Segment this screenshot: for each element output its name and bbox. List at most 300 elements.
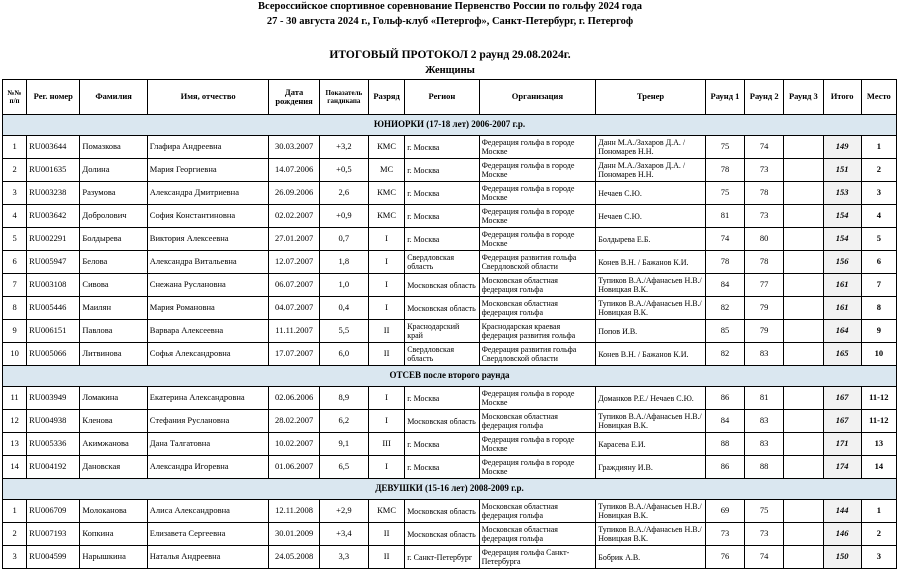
cell-reg: RU007193 [27,523,80,546]
col-header-reg: Рег. номер [27,80,80,115]
cell-total: 144 [823,500,861,523]
cell-place: 8 [861,297,896,320]
table-row [3,410,897,433]
cell-surname: Сивова [80,274,147,297]
col-header-coach: Тренер [596,80,706,115]
section-header-row [3,479,897,500]
cell-coach: Данн М.А./Захаров Д.А. /Пономарев Н.Н. [596,159,706,182]
cell-num: 11 [3,387,27,410]
cell-place: 1 [861,500,896,523]
cell-r2: 73 [745,159,784,182]
cell-total: 154 [823,205,861,228]
cell-place: 4 [861,205,896,228]
cell-org: Федерация гольфа в городе Москве [479,456,596,479]
cell-name: Алиса Александровна [147,500,269,523]
cell-region: Московская область [405,500,479,523]
cell-org: Московская областная федерация гольфа [479,410,596,433]
cell-org: Краснодарская краевая федерация развития гольфа [479,320,596,343]
cell-r3 [784,387,823,410]
cell-region: г. Москва [405,136,479,159]
cell-name: Александра Дмитриевна [147,182,269,205]
cell-hcp: 3,3 [319,546,368,569]
cell-dob: 17.07.2007 [269,343,319,366]
cell-place: 2 [861,523,896,546]
cell-rank: II [369,546,405,569]
cell-num: 4 [3,205,27,228]
cell-place: 6 [861,251,896,274]
cell-r2: 73 [745,205,784,228]
cell-reg: RU006151 [27,320,80,343]
cell-coach: Болдырева Е.Б. [596,228,706,251]
cell-reg: RU004938 [27,410,80,433]
col-header-total: Итого [823,80,861,115]
cell-surname: Копкина [80,523,147,546]
cell-hcp: 1,0 [319,274,368,297]
cell-name: Дана Талгатовна [147,433,269,456]
cell-place: 3 [861,182,896,205]
table-row [3,343,897,366]
protocol-title: ИТОГОВЫЙ ПРОТОКОЛ 2 раунд 29.08.2024г. [329,49,571,61]
cell-r1: 74 [705,228,744,251]
cell-rank: II [369,343,405,366]
cell-num: 5 [3,228,27,251]
section-title: ОТСЕВ после второго раунда [3,366,897,387]
cell-num: 9 [3,320,27,343]
cell-total: 149 [823,136,861,159]
cell-rank: I [369,274,405,297]
cell-reg: RU005336 [27,433,80,456]
cell-dob: 12.11.2008 [269,500,319,523]
cell-hcp: 2,6 [319,182,368,205]
cell-num: 12 [3,410,27,433]
cell-name: Мария Романовна [147,297,269,320]
cell-reg: RU003644 [27,136,80,159]
cell-r2: 78 [745,251,784,274]
cell-total: 171 [823,433,861,456]
cell-hcp: 9,1 [319,433,368,456]
cell-r1: 88 [705,433,744,456]
cell-r2: 83 [745,433,784,456]
cell-r3 [784,546,823,569]
cell-dob: 11.11.2007 [269,320,319,343]
cell-surname: Разумова [80,182,147,205]
cell-coach: Попов И.В. [596,320,706,343]
cell-num: 6 [3,251,27,274]
cell-region: Московская область [405,297,479,320]
cell-name: Елизавета Сергеевна [147,523,269,546]
table-row [3,456,897,479]
cell-hcp: 6,0 [319,343,368,366]
cell-total: 154 [823,228,861,251]
cell-r3 [784,251,823,274]
table-row [3,136,897,159]
col-header-rank: Разряд [369,80,405,115]
cell-name: Снежана Руслановна [147,274,269,297]
cell-r3 [784,343,823,366]
cell-total: 150 [823,546,861,569]
table-row [3,205,897,228]
cell-r3 [784,228,823,251]
cell-total: 167 [823,387,861,410]
cell-rank: I [369,387,405,410]
table-row [3,159,897,182]
cell-name: Наталья Андреевна [147,546,269,569]
cell-hcp: +2,9 [319,500,368,523]
cell-region: Свердловская область [405,343,479,366]
cell-r2: 73 [745,523,784,546]
cell-total: 161 [823,274,861,297]
cell-reg: RU005446 [27,297,80,320]
cell-hcp: 0,7 [319,228,368,251]
cell-num: 3 [3,546,27,569]
cell-coach: Граждияну И.В. [596,456,706,479]
cell-surname: Добролович [80,205,147,228]
section-header-row [3,366,897,387]
results-table [2,79,897,569]
table-row [3,320,897,343]
table-row [3,387,897,410]
cell-surname: Маилян [80,297,147,320]
col-header-r1: Раунд 1 [705,80,744,115]
cell-org: Федерация гольфа Санкт-Петербурга [479,546,596,569]
cell-r1: 86 [705,456,744,479]
cell-dob: 12.07.2007 [269,251,319,274]
cell-surname: Болдырева [80,228,147,251]
cell-dob: 02.06.2006 [269,387,319,410]
cell-org: Московская областная федерация гольфа [479,523,596,546]
cell-name: София Константиновна [147,205,269,228]
cell-place: 10 [861,343,896,366]
cell-coach: Тупиков В.А./Афанасьев Н.В./ Новицкая В.К. [596,523,706,546]
cell-total: 167 [823,410,861,433]
cell-r3 [784,297,823,320]
cell-surname: Молоканова [80,500,147,523]
cell-surname: Дановская [80,456,147,479]
cell-total: 165 [823,343,861,366]
col-header-dob: Дата рождения [269,80,319,115]
cell-org: Московская областная федерация гольфа [479,297,596,320]
cell-coach: Нечаев С.Ю. [596,205,706,228]
cell-hcp: 0,4 [319,297,368,320]
cell-r3 [784,136,823,159]
cell-rank: I [369,297,405,320]
cell-r2: 77 [745,274,784,297]
cell-hcp: 5,5 [319,320,368,343]
col-header-name: Имя, отчество [147,80,269,115]
cell-r3 [784,433,823,456]
cell-r1: 69 [705,500,744,523]
cell-name: Мария Георгиевна [147,159,269,182]
cell-total: 153 [823,182,861,205]
cell-total: 164 [823,320,861,343]
cell-dob: 06.07.2007 [269,274,319,297]
cell-region: г. Москва [405,205,479,228]
table-header-row [3,80,897,115]
cell-org: Федерация гольфа в городе Москве [479,433,596,456]
cell-name: Александра Игоревна [147,456,269,479]
cell-reg: RU002291 [27,228,80,251]
cell-r2: 79 [745,297,784,320]
cell-num: 2 [3,523,27,546]
cell-org: Федерация развития гольфа Свердловской области [479,343,596,366]
cell-org: Федерация гольфа в городе Москве [479,182,596,205]
cell-num: 10 [3,343,27,366]
cell-region: г. Москва [405,159,479,182]
cell-name: Варвара Алексеевна [147,320,269,343]
cell-coach: Доманков Р.Е./ Нечаев С.Ю. [596,387,706,410]
cell-rank: КМС [369,182,405,205]
cell-name: Софья Александровна [147,343,269,366]
cell-r1: 84 [705,410,744,433]
cell-r2: 74 [745,136,784,159]
cell-rank: КМС [369,500,405,523]
cell-r3 [784,500,823,523]
cell-reg: RU003238 [27,182,80,205]
cell-dob: 30.03.2007 [269,136,319,159]
table-row [3,228,897,251]
cell-r2: 83 [745,410,784,433]
cell-r1: 78 [705,159,744,182]
col-header-region: Регион [405,80,479,115]
cell-num: 3 [3,182,27,205]
cell-r2: 79 [745,320,784,343]
cell-region: г. Москва [405,387,479,410]
cell-place: 2 [861,159,896,182]
cell-place: 7 [861,274,896,297]
cell-reg: RU003642 [27,205,80,228]
cell-rank: II [369,523,405,546]
cell-rank: КМС [369,205,405,228]
section-title: ДЕВУШКИ (15-16 лет) 2008-2009 г.р. [3,479,897,500]
cell-rank: I [369,456,405,479]
cell-r1: 73 [705,523,744,546]
table-row [3,523,897,546]
cell-place: 11-12 [861,387,896,410]
cell-name: Екатерина Александровна [147,387,269,410]
cell-r1: 82 [705,343,744,366]
cell-surname: Белова [80,251,147,274]
cell-dob: 04.07.2007 [269,297,319,320]
cell-total: 161 [823,297,861,320]
cell-r2: 74 [745,546,784,569]
cell-coach: Карасева Е.И. [596,433,706,456]
cell-dob: 14.07.2006 [269,159,319,182]
col-header-r3: Раунд 3 [784,80,823,115]
cell-num: 14 [3,456,27,479]
cell-reg: RU005066 [27,343,80,366]
cell-dob: 27.01.2007 [269,228,319,251]
cell-surname: Нарышкина [80,546,147,569]
cell-r3 [784,410,823,433]
cell-region: Московская область [405,410,479,433]
cell-r1: 75 [705,136,744,159]
cell-coach: Данн М.А./Захаров Д.А. /Пономарев Н.Н. [596,136,706,159]
cell-rank: КМС [369,136,405,159]
cell-place: 13 [861,433,896,456]
cell-place: 11-12 [861,410,896,433]
table-row [3,182,897,205]
cell-surname: Литвинова [80,343,147,366]
cell-place: 14 [861,456,896,479]
cell-dob: 26.09.2006 [269,182,319,205]
cell-r2: 81 [745,387,784,410]
cell-reg: RU004599 [27,546,80,569]
cell-r1: 85 [705,320,744,343]
cell-place: 1 [861,136,896,159]
cell-hcp: +0,9 [319,205,368,228]
cell-dob: 10.02.2007 [269,433,319,456]
col-header-hcp: Показатель гандикапа [319,80,368,115]
col-header-num: №№ п/п [3,80,27,115]
cell-reg: RU001635 [27,159,80,182]
cell-region: г. Москва [405,182,479,205]
cell-surname: Акимжанова [80,433,147,456]
cell-region: Краснодарский край [405,320,479,343]
cell-num: 2 [3,159,27,182]
competition-title: Всероссийское спортивное соревнование Первенство России по гольфу 2024 года [258,1,642,12]
cell-place: 5 [861,228,896,251]
cell-reg: RU004192 [27,456,80,479]
cell-region: Московская область [405,274,479,297]
cell-region: Московская область [405,523,479,546]
cell-hcp: 6,2 [319,410,368,433]
cell-r2: 75 [745,500,784,523]
cell-dob: 28.02.2007 [269,410,319,433]
cell-r3 [784,456,823,479]
results-body [3,115,897,569]
cell-region: г. Москва [405,433,479,456]
cell-total: 174 [823,456,861,479]
cell-coach: Тупиков В.А./Афанасьев Н.В./ Новицкая В.К. [596,500,706,523]
cell-reg: RU003108 [27,274,80,297]
cell-r1: 78 [705,251,744,274]
cell-org: Федерация гольфа в городе Москве [479,228,596,251]
cell-surname: Долина [80,159,147,182]
cell-rank: I [369,410,405,433]
cell-region: г. Санкт-Петербург [405,546,479,569]
cell-rank: МС [369,159,405,182]
cell-r1: 86 [705,387,744,410]
competition-dates-venue: 27 - 30 августа 2024 г., Гольф-клуб «Петергоф», Санкт-Петербург, г. Петергоф [266,16,634,27]
cell-r1: 84 [705,274,744,297]
cell-surname: Кленова [80,410,147,433]
cell-dob: 02.02.2007 [269,205,319,228]
cell-r1: 81 [705,205,744,228]
cell-dob: 30.01.2009 [269,523,319,546]
category-title: Женщины [425,65,475,76]
cell-region: г. Москва [405,228,479,251]
cell-coach: Конев В.Н. / Бажанов К.И. [596,343,706,366]
cell-num: 7 [3,274,27,297]
col-header-org: Организация [479,80,596,115]
cell-reg: RU003949 [27,387,80,410]
cell-hcp: 8,9 [319,387,368,410]
cell-reg: RU006709 [27,500,80,523]
cell-coach: Тупиков В.А./Афанасьев Н.В./Новицкая В.К. [596,297,706,320]
cell-hcp: +0,5 [319,159,368,182]
cell-rank: II [369,320,405,343]
cell-r3 [784,159,823,182]
table-row [3,251,897,274]
cell-org: Федерация развития гольфа Свердловской области [479,251,596,274]
table-row [3,297,897,320]
cell-coach: Конев В.Н. / Бажанов К.И. [596,251,706,274]
cell-total: 156 [823,251,861,274]
cell-reg: RU005947 [27,251,80,274]
cell-org: Федерация гольфа в городе Москве [479,136,596,159]
cell-r3 [784,182,823,205]
cell-num: 1 [3,500,27,523]
col-header-surname: Фамилия [80,80,147,115]
table-row [3,274,897,297]
table-row [3,500,897,523]
cell-place: 9 [861,320,896,343]
cell-num: 13 [3,433,27,456]
cell-org: Федерация гольфа в городе Москве [479,387,596,410]
cell-name: Стефания Руслановна [147,410,269,433]
cell-rank: III [369,433,405,456]
cell-name: Глафира Андреевна [147,136,269,159]
cell-org: Московская областная федерация гольфа [479,500,596,523]
cell-r2: 80 [745,228,784,251]
cell-name: Александра Витальевна [147,251,269,274]
cell-r2: 78 [745,182,784,205]
cell-r2: 83 [745,343,784,366]
cell-coach: Тупиков В.А./Афанасьев Н.В./Новицкая В.К. [596,274,706,297]
cell-num: 1 [3,136,27,159]
cell-r3 [784,205,823,228]
cell-org: Московская областная федерация гольфа [479,274,596,297]
table-row [3,546,897,569]
cell-rank: I [369,251,405,274]
cell-place: 3 [861,546,896,569]
cell-r1: 75 [705,182,744,205]
cell-name: Виктория Алексеевна [147,228,269,251]
cell-org: Федерация гольфа в городе Москве [479,159,596,182]
cell-total: 151 [823,159,861,182]
cell-coach: Бобрик А.В. [596,546,706,569]
table-row [3,433,897,456]
cell-region: г. Москва [405,456,479,479]
cell-r1: 76 [705,546,744,569]
cell-dob: 01.06.2007 [269,456,319,479]
cell-hcp: +3,2 [319,136,368,159]
section-header-row [3,115,897,136]
cell-hcp: +3,4 [319,523,368,546]
cell-num: 8 [3,297,27,320]
cell-r1: 82 [705,297,744,320]
cell-region: Свердловская область [405,251,479,274]
cell-coach: Нечаев С.Ю. [596,182,706,205]
cell-surname: Павлова [80,320,147,343]
cell-hcp: 6,5 [319,456,368,479]
cell-total: 146 [823,523,861,546]
cell-r3 [784,523,823,546]
section-title: ЮНИОРКИ (17-18 лет) 2006-2007 г.р. [3,115,897,136]
cell-r2: 88 [745,456,784,479]
cell-org: Федерация гольфа в городе Москве [479,205,596,228]
col-header-r2: Раунд 2 [745,80,784,115]
cell-hcp: 1,8 [319,251,368,274]
cell-coach: Тупиков В.А./Афанасьев Н.В./Новицкая В.К. [596,410,706,433]
col-header-place: Место [861,80,896,115]
cell-surname: Ломакина [80,387,147,410]
cell-dob: 24.05.2008 [269,546,319,569]
cell-r3 [784,320,823,343]
cell-r3 [784,274,823,297]
cell-surname: Помазкова [80,136,147,159]
cell-rank: I [369,228,405,251]
